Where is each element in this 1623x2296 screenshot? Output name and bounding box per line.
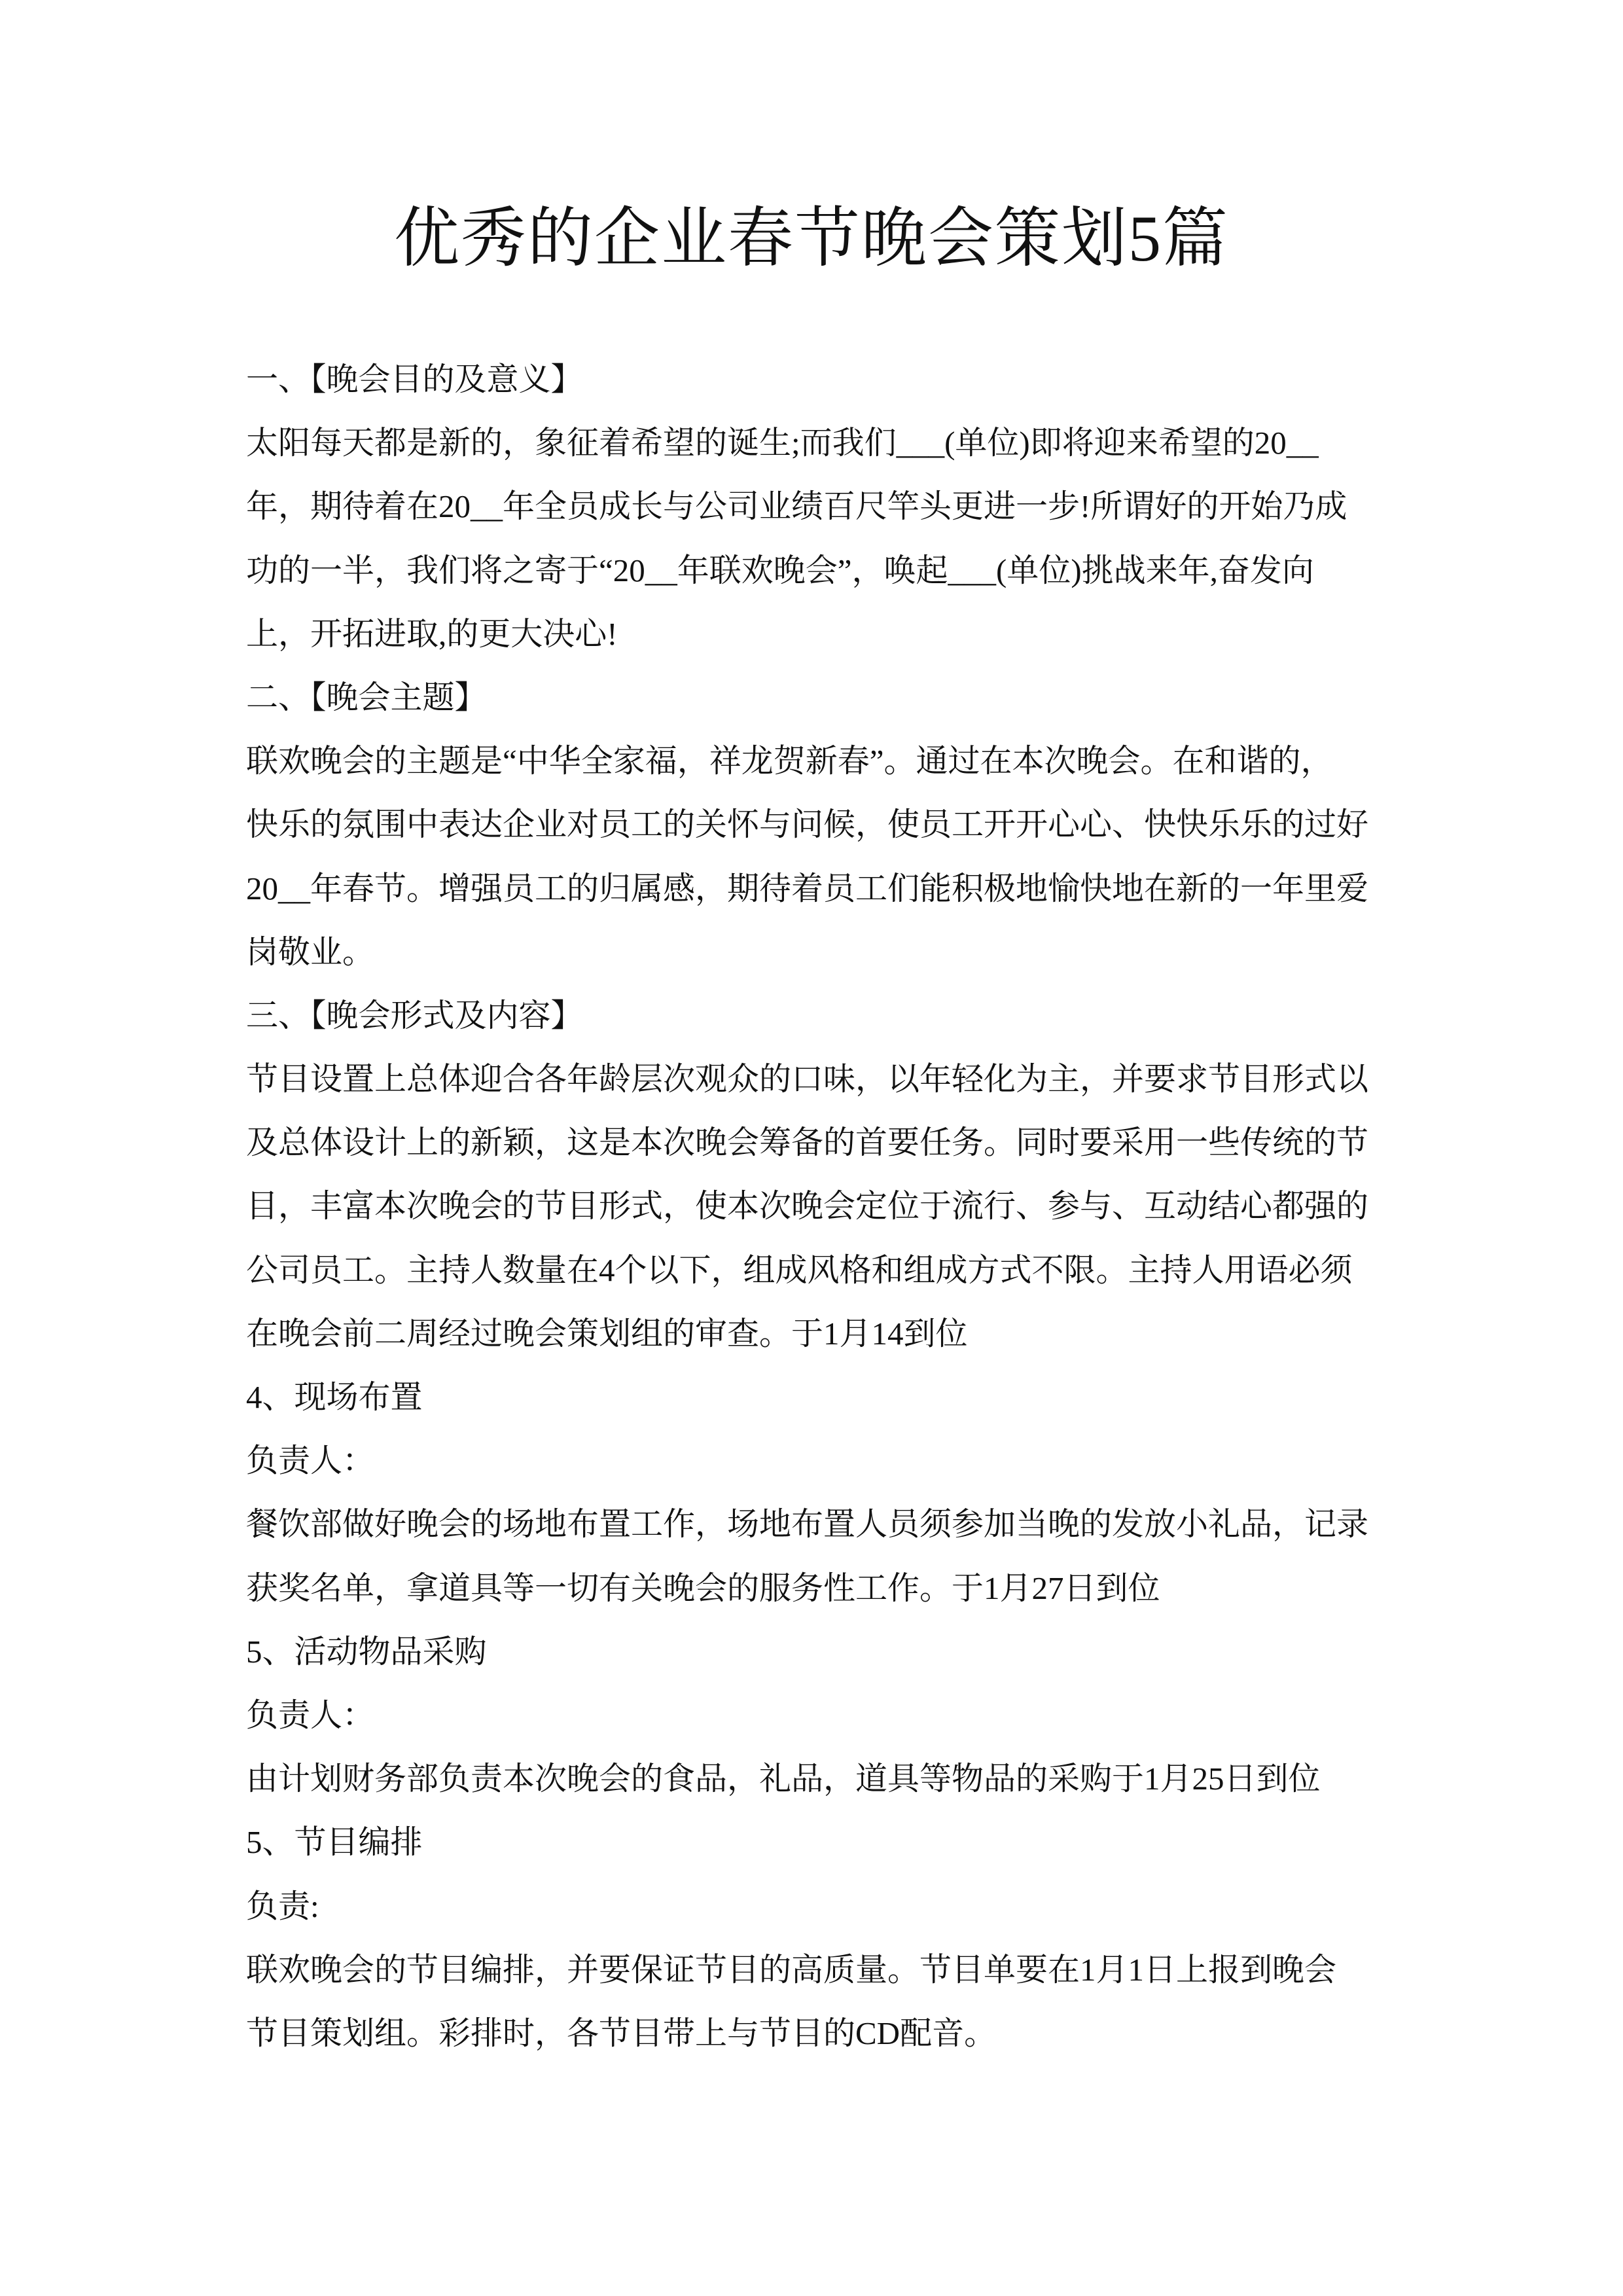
document-title: 优秀的企业春节晚会策划5篇 <box>394 202 1229 275</box>
paragraph-line: 节目设置上总体迎合各年龄层次观众的口味，以年轻化为主，并要求节目形式以 <box>246 1061 1369 1098</box>
paragraph-line: 岗敬业。 <box>246 933 375 970</box>
paragraph-line: 联欢晚会的节目编排，并要保证节目的高质量。节目单要在1月1日上报到晚会 <box>246 1951 1337 1988</box>
paragraph-line: 节目策划组。彩排时，各节目带上与节目的CD配音。 <box>246 2015 997 2051</box>
paragraph-line: 获奖名单，拿道具等一切有关晚会的服务性工作。于1月27日到位 <box>246 1570 1160 1606</box>
section-heading: 4、现场布置 <box>246 1379 423 1415</box>
paragraph-line: 太阳每天都是新的，象征着希望的诞生;而我们___(单位)即将迎来希望的20__ <box>246 425 1319 461</box>
paragraph-line: 联欢晚会的主题是“中华全家福，祥龙贺新春”。通过在本次晚会。在和谐的， <box>246 743 1333 780</box>
responsible-label: 负责: <box>246 1888 319 1924</box>
paragraph-line: 目，丰富本次晚会的节目形式，使本次晚会定位于流行、参与、互动结心都强的 <box>246 1188 1369 1225</box>
section-heading: 二、【晚会主题】 <box>246 679 487 715</box>
paragraph-line: 功的一半，我们将之寄于“20__年联欢晚会”，唤起___(单位)挑战来年,奋发向 <box>246 552 1314 588</box>
paragraph-line: 餐饮部做好晚会的场地布置工作，场地布置人员须参加当晚的发放小礼品，记录 <box>246 1506 1369 1543</box>
paragraph-line: 在晚会前二周经过晚会策划组的审查。于1月14到位 <box>246 1315 968 1352</box>
document-body <box>246 348 1378 2065</box>
section-heading: 5、活动物品采购 <box>246 1633 487 1670</box>
section-heading: 一、【晚会目的及意义】 <box>246 361 583 397</box>
section-heading: 5、节目编排 <box>246 1824 423 1861</box>
paragraph-line: 由计划财务部负责本次晚会的食品，礼品，道具等物品的采购于1月25日到位 <box>246 1761 1321 1797</box>
paragraph-line: 公司员工。主持人数量在4个以下，组成风格和组成方式不限。主持人用语必须 <box>246 1251 1353 1288</box>
responsible-label: 负责人： <box>246 1696 375 1733</box>
paragraph-line: 及总体设计上的新颖，这是本次晚会筹备的首要任务。同时要采用一些传统的节 <box>246 1124 1369 1161</box>
paragraph-line: 上，开拓进取,的更大决心! <box>246 615 618 652</box>
responsible-label: 负责人： <box>246 1443 375 1479</box>
section-heading: 三、【晚会形式及内容】 <box>246 997 583 1033</box>
paragraph-line: 快乐的氛围中表达企业对员工的关怀与问候，使员工开开心心、快快乐乐的过好 <box>246 806 1369 843</box>
paragraph-line: 年，期待着在20__年全员成长与公司业绩百尺竿头更进一步!所谓好的开始乃成 <box>246 488 1347 525</box>
paragraph-line: 20__年春节。增强员工的归属感，期待着员工们能积极地愉快地在新的一年里爱 <box>246 870 1369 906</box>
